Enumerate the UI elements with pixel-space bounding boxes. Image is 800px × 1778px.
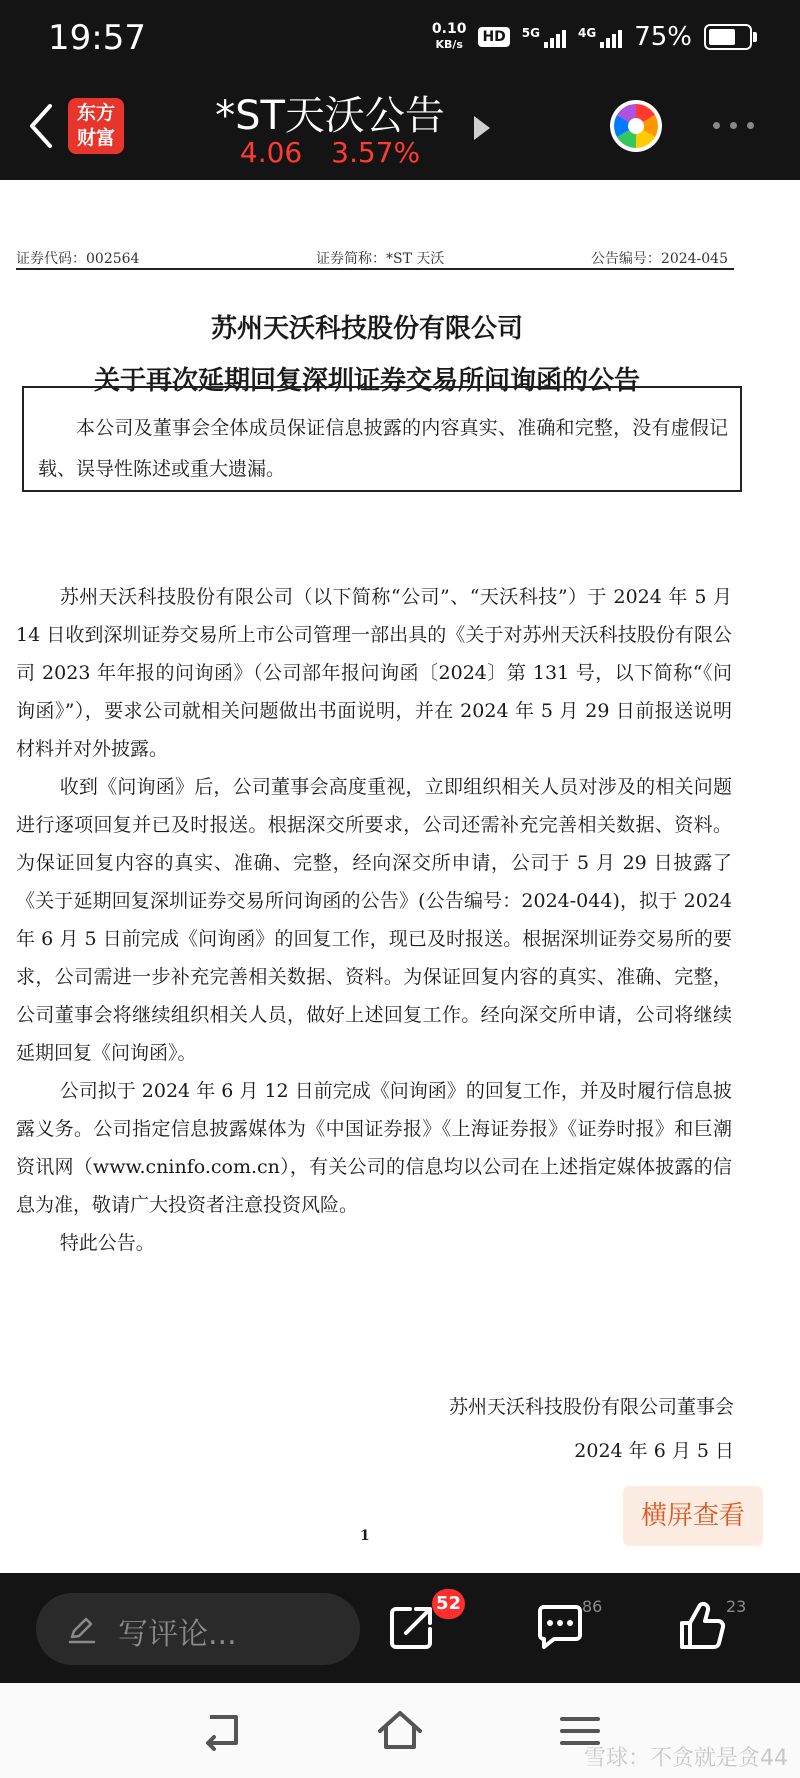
nav-back-button[interactable] [196,1705,248,1755]
comment-input[interactable] [36,1593,360,1665]
more-options-button[interactable] [708,114,768,138]
like-button[interactable] [672,1597,732,1657]
hd-voice-badge: HD [478,27,509,47]
security-abbreviation: 证券简称：*ST 天沃 [316,251,445,267]
body-paragraph: 苏州天沃科技股份有限公司（以下简称“公司”、“天沃科技”）于 2024 年 5 月 14 日收到深圳证券交易所上市公司管理一部出具的《关于对苏州天沃科技股份有限公司 2023 年年报的问询函》（公司部年报问询函〔2024〕第 131 号，以下简称“《问询函》”），要求公司就相关问题做出书面说明，并在 2024 年 5 月 29 日前报送说明材料并对外披露。 [16,586,732,760]
chevron-left-icon [14,96,74,156]
nav-home-button[interactable] [374,1705,426,1755]
message-icon [530,1597,590,1657]
network-speed: 0.10 KB/s [431,21,467,51]
document-meta-row [16,246,734,270]
battery-level [709,29,735,45]
announcement-number: 公告编号：2024-045 [590,251,728,267]
back-button[interactable] [14,96,74,156]
app-logo: 东方 财富 [68,98,124,154]
triangle-right-icon [470,110,494,146]
comments-button[interactable] [530,1597,590,1657]
stock-price: 4.06 [239,136,303,169]
status-bar [0,0,800,80]
return-arrow-icon [196,1705,248,1755]
signature-company: 苏州天沃科技股份有限公司董事会 [448,1396,734,1418]
share-count-badge: 52 [432,1589,465,1619]
body-paragraph: 收到《问询函》后，公司董事会高度重视，立即组织相关人员对涉及的相关问题进行逐项回复并已及时报送。根据深交所要求，公司还需补充完善相关数据、资料。为保证回复内容的真实、准确、完整，经向深交所申请，公司于 5 月 29 日披露了《关于延期回复深圳证券交易所问询函的公告》(公告编号：2024-044)，拟于 2024 年 6 月 5 日前完成《问询函》的回复工作，现已及时报送。根据深圳证券交易所的要求，公司需进一步补充完善相关数据、资料。为保证回复内容的真实、准确、完整，公司董事会将继续组织相关人员，做好上述回复工作。经向深交所申请，公司将继续延期回复《问询函》。 [16,776,732,1064]
home-icon [374,1705,426,1755]
signal-5g-icon: 5G [522,26,566,48]
camera-button[interactable] [608,98,664,154]
comment-count: 86 [582,1597,603,1616]
aperture-icon [608,98,664,154]
system-navigation-bar [0,1683,800,1778]
pencil-icon [66,1613,98,1645]
battery-icon [704,24,752,50]
announcement-document [0,180,800,1573]
bottom-action-bar [0,1573,800,1683]
battery-percent: 75% [634,22,692,52]
company-title: 苏州天沃科技股份有限公司 [210,314,523,344]
body-paragraph: 特此公告。 [59,1232,155,1254]
security-code: 证券代码：002564 [16,251,140,267]
announcement-title: 关于再次延期回复深圳证券交易所问询函的公告 [93,366,640,396]
next-stock-button[interactable] [470,110,494,146]
page-number: 1 [360,1528,370,1544]
comment-placeholder: 写评论... [118,1617,237,1652]
declaration-box: 本公司及董事会全体成员保证信息披露的内容真实、准确和完整，没有虚假记载、误导性陈述或重大遗漏。 [22,386,742,492]
signature-date: 2024 年 6 月 5 日 [574,1440,734,1462]
landscape-view-button[interactable]: 横屏查看 [623,1486,763,1546]
stock-change-percent: 3.57% [331,136,421,169]
like-count: 23 [726,1597,747,1616]
app-header [0,80,800,180]
announcement-body [16,578,732,1262]
status-time: 19:57 [48,18,146,58]
thumbs-up-icon [672,1597,732,1657]
stock-quote [200,136,460,169]
more-dots-icon [708,114,759,133]
stock-title: *ST天沃公告 [215,93,445,139]
status-icons [432,22,752,52]
watermark: 雪球：不贪就是贪44 [584,1746,788,1771]
signal-4g-icon: 4G [578,26,622,48]
body-paragraph: 公司拟于 2024 年 6 月 12 日前完成《问询函》的回复工作，并及时履行信息披露义务。公司指定信息披露媒体为《中国证券报》《上海证券报》《证券时报》和巨潮资讯网（www.cninfo.com.cn），有关公司的信息均以公司在上述指定媒体披露的信息为准，敬请广大投资者注意投资风险。 [16,1080,732,1216]
